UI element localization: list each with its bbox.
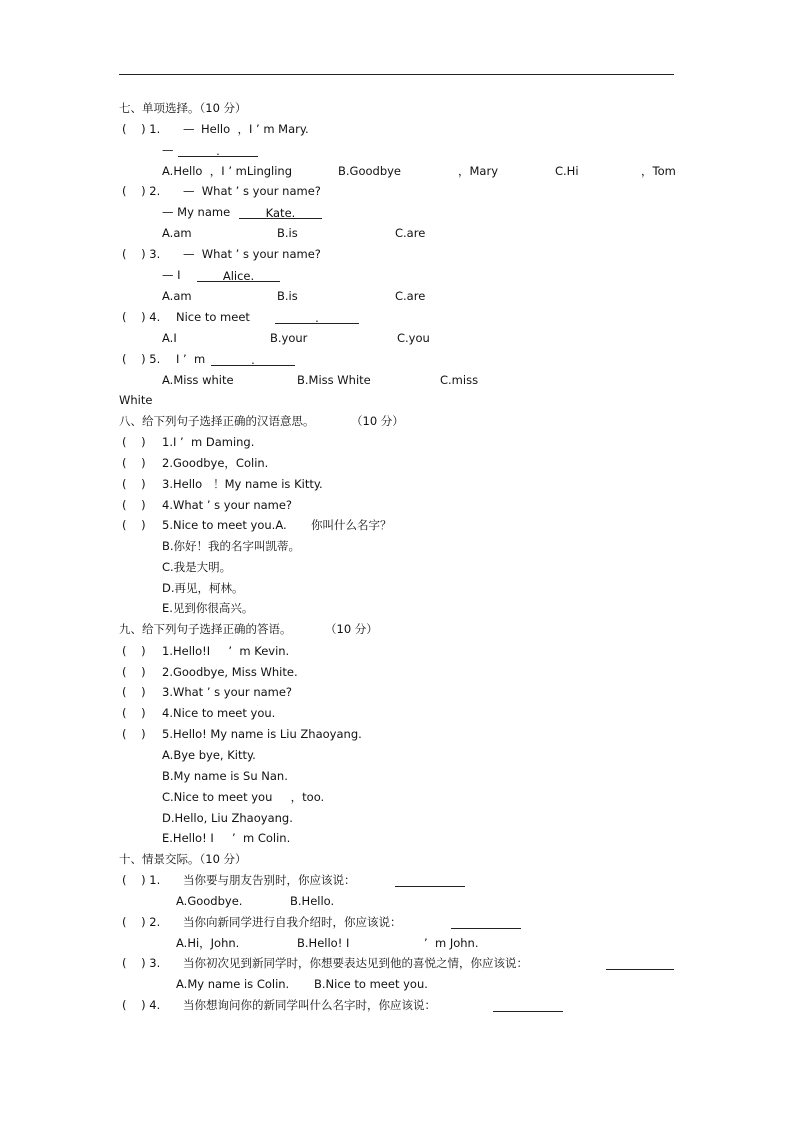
q7-2-reply: — My name (162, 205, 231, 219)
q7-1-stem: Hello ，I ’ m Mary. (201, 122, 309, 136)
q10-1-option-a: A.Goodbye. (176, 894, 243, 908)
s9-item-3: 3.What ’ s your name? (162, 685, 293, 699)
q10-1-option-b: B.Hello. (290, 894, 335, 908)
q7-3-stem: — What ’ s your name? (183, 247, 321, 261)
header-rule (119, 74, 674, 75)
section-7-heading: 七、单项选择。（10 分） (119, 101, 247, 115)
q7-1-reply-dash: — (162, 143, 174, 157)
q7-4-option-a: A.I (162, 331, 177, 345)
q10-1-number: ( ) 1. (122, 873, 161, 887)
q7-1-option-c: C.Hi (555, 164, 579, 178)
q7-1-dash: — (183, 122, 195, 136)
q7-1-blank[interactable]: . (178, 144, 258, 157)
q10-1-stem: 当你要与朋友告别时，你应该说： (183, 873, 356, 887)
q7-1-option-c-suffix: ，Tom (641, 164, 676, 178)
section-8-score: （10 分） (351, 414, 404, 428)
q10-3-stem: 当你初次见到新同学时，你想要表达见到他的喜悦之情，你应该说： (183, 956, 528, 970)
s9-item-1: 1.Hello!I ’ m Kevin. (162, 644, 290, 658)
s8-option-c: C.我是大明。 (162, 560, 232, 574)
q7-4-stem: Nice to meet (176, 310, 250, 324)
s8-option-d: D.再见，柯林。 (162, 581, 244, 595)
s8-item-2-paren: ( ) (122, 456, 146, 470)
s8-option-e: E.见到你很高兴。 (162, 601, 254, 615)
section-9-score: （10 分） (325, 622, 378, 636)
s9-option-d: D.Hello, Liu Zhaoyang. (162, 811, 293, 825)
q7-5-option-a: A.Miss white (162, 373, 234, 387)
q7-3-reply: — I (162, 268, 181, 282)
s8-item-3: 3.Hello ！My name is Kitty. (162, 477, 323, 491)
q7-5-option-c-wrap: White (119, 393, 153, 407)
s8-option-a: 你叫什么名字？ (311, 518, 392, 532)
q10-2-option-a: A.Hi，John. (176, 936, 240, 950)
q7-5-blank[interactable]: . (211, 353, 295, 366)
q10-4-answer-line[interactable] (493, 1011, 563, 1012)
s8-item-1: 1.I ’ m Daming. (162, 435, 255, 449)
s8-item-4: 4.What ’ s your name? (162, 498, 293, 512)
q10-3-option-a: A.My name is Colin. (176, 977, 290, 991)
s9-item-2: 2.Goodbye, Miss White. (162, 665, 298, 679)
q10-2-number: ( ) 2. (122, 915, 161, 929)
s9-item-4-paren: ( ) (122, 706, 146, 720)
s9-item-5-paren: ( ) (122, 727, 146, 741)
q7-3-number: ( ) 3. (122, 247, 161, 261)
section-8-heading: 八、给下列句子选择正确的汉语意思。 (119, 414, 315, 428)
q7-1-number: ( ) 1. (122, 122, 161, 136)
q10-4-number: ( ) 4. (122, 998, 161, 1012)
section-10-heading: 十、情景交际。（10 分） (119, 852, 247, 866)
q10-2-stem: 当你向新同学进行自我介绍时，你应该说： (183, 915, 402, 929)
s8-option-b: B.你好！我的名字叫凯蒂。 (162, 539, 301, 553)
s9-item-1-paren: ( ) (122, 644, 146, 658)
q7-3-option-a: A.am (162, 289, 192, 303)
s9-option-a: A.Bye bye, Kitty. (162, 748, 256, 762)
s9-option-b: B.My name is Su Nan. (162, 769, 288, 783)
q10-2-answer-line[interactable] (451, 928, 521, 929)
s8-item-2: 2.Goodbye，Colin. (162, 456, 269, 470)
q7-3-option-c: C.are (395, 289, 426, 303)
q10-2-option-b: B.Hello! I (297, 936, 350, 950)
q7-4-number: ( ) 4. (122, 310, 161, 324)
s8-item-5: 5.Nice to meet you.A. (162, 518, 287, 532)
s9-item-2-paren: ( ) (122, 665, 146, 679)
q7-5-option-c: C.miss (440, 373, 479, 387)
q10-3-number: ( ) 3. (122, 956, 161, 970)
q10-3-option-b: B.Nice to meet you. (314, 977, 428, 991)
s9-item-3-paren: ( ) (122, 685, 146, 699)
s9-item-5: 5.Hello! My name is Liu Zhaoyang. (162, 727, 362, 741)
s9-option-c: C.Nice to meet you ，too. (162, 790, 325, 804)
q7-4-option-b: B.your (270, 331, 308, 345)
q7-2-option-b: B.is (277, 226, 298, 240)
q7-3-blank[interactable]: Alice. (197, 269, 280, 282)
s8-item-5-paren: ( ) (122, 518, 146, 532)
q7-4-option-c: C.you (397, 331, 430, 345)
q7-5-option-b: B.Miss White (297, 373, 371, 387)
q10-2-option-b-suffix: ’ m John. (424, 936, 479, 950)
q7-3-option-b: B.is (277, 289, 298, 303)
q7-5-stem: I ’ m (176, 352, 206, 366)
s9-option-e: E.Hello! I ’ m Colin. (162, 831, 291, 845)
q7-1-option-b-suffix: ，Mary (458, 164, 499, 178)
s9-item-4: 4.Nice to meet you. (162, 706, 276, 720)
q7-2-blank[interactable]: Kate. (239, 206, 322, 219)
q7-5-number: ( ) 5. (122, 352, 161, 366)
q10-4-stem: 当你想询问你的新同学叫什么名字时，你应该说： (183, 998, 436, 1012)
s8-item-3-paren: ( ) (122, 477, 146, 491)
section-9-heading: 九、给下列句子选择正确的答语。 (119, 622, 292, 636)
q7-4-blank[interactable]: . (275, 311, 359, 324)
q10-3-answer-line[interactable] (606, 969, 674, 970)
q7-2-option-c: C.are (395, 226, 426, 240)
q7-2-stem: — What ’ s your name? (183, 184, 321, 198)
q7-2-option-a: A.am (162, 226, 192, 240)
s8-item-4-paren: ( ) (122, 498, 146, 512)
q7-1-option-b: B.Goodbye (338, 164, 402, 178)
q10-1-answer-line[interactable] (395, 886, 465, 887)
s8-item-1-paren: ( ) (122, 435, 146, 449)
q7-2-number: ( ) 2. (122, 184, 161, 198)
q7-1-option-a: A.Hello ，I ’ mLingling (162, 164, 293, 178)
